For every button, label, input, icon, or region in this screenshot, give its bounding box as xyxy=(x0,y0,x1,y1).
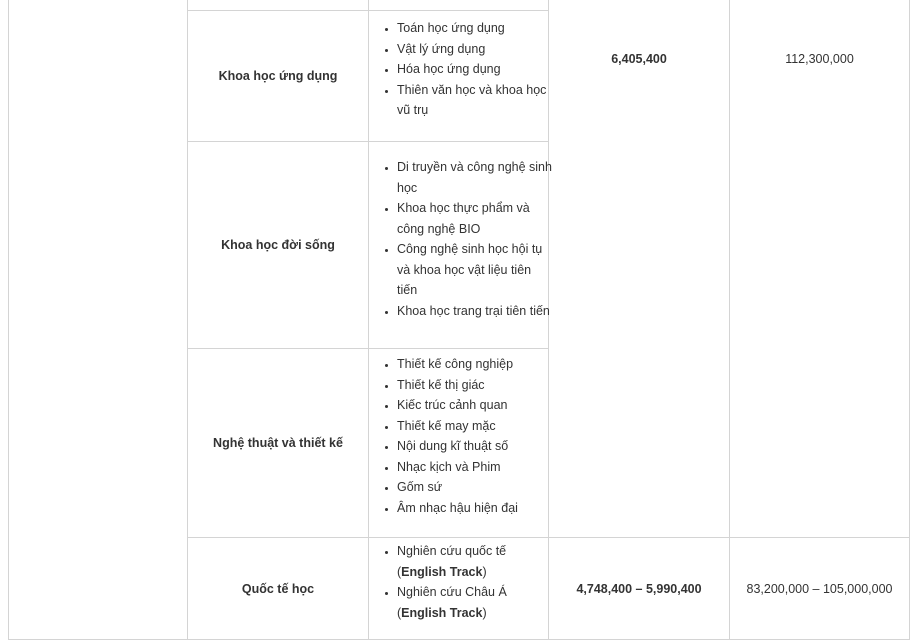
track-label: English Track xyxy=(401,605,483,620)
list-item: • Công nghệ sinh học hội tụ và khoa học vật liệu tiên tiến xyxy=(397,239,553,301)
tuition-cell xyxy=(730,538,909,639)
list-item: • Khoa học trang trại tiên tiến xyxy=(397,301,553,322)
major-cell xyxy=(188,538,368,639)
major-name: Nghệ thuật và thiết kế xyxy=(213,436,343,450)
list-item: • Nghiên cứu quốc tế (English Track) xyxy=(397,541,553,582)
tuition-value: 83,200,000 – 105,000,000 xyxy=(746,581,893,596)
major-name: Khoa học đời sống xyxy=(221,238,335,252)
track-label: English Track xyxy=(401,564,483,579)
course-list xyxy=(371,18,553,121)
list-item: • Âm nhạc hậu hiện đại xyxy=(397,498,553,519)
list-item: • Thiết kế thị giác xyxy=(397,375,553,396)
table-border-right xyxy=(909,0,910,640)
course-name: Nghiên cứu quốc tế xyxy=(397,544,507,558)
list-item: • Thiết kế may mặc xyxy=(397,416,553,437)
list-item: • Vật lý ứng dụng xyxy=(397,39,553,60)
tuition-value: 4,748,400 – 5,990,400 xyxy=(576,581,702,596)
major-cell xyxy=(188,11,368,141)
list-item: • Kiếc trúc cảnh quan xyxy=(397,395,553,416)
course-name: Nghiên cứu Châu Á xyxy=(397,585,507,599)
tuition-value: 6,405,400 xyxy=(611,51,667,66)
list-item: • Toán học ứng dụng xyxy=(397,18,553,39)
list-item: • Di truyền và công nghệ sinh học xyxy=(397,157,553,198)
column-divider-2 xyxy=(368,0,369,640)
table-border-bottom xyxy=(8,639,910,640)
major-name: Quốc tế học xyxy=(241,581,315,596)
table-border-left xyxy=(8,0,9,640)
course-list xyxy=(371,354,553,518)
list-item: • Nội dung kĩ thuật số xyxy=(397,436,553,457)
list-item: • Thiết kế công nghiệp xyxy=(397,354,553,375)
list-item: • Hóa học ứng dụng xyxy=(397,59,553,80)
list-item: • Khoa học thực phẩm và công nghệ BIO xyxy=(397,198,553,239)
tuition-value: 112,300,000 xyxy=(785,51,854,66)
tuition-cell xyxy=(549,538,729,639)
list-item: • Nghiên cứu Châu Á (English Track) xyxy=(397,582,553,623)
major-cell xyxy=(188,349,368,537)
list-item: • Thiên văn học và khoa học vũ trụ xyxy=(397,80,553,121)
tuition-cell xyxy=(549,0,729,117)
major-cell xyxy=(188,142,368,348)
major-name: Khoa học ứng dụng xyxy=(218,69,338,83)
course-list xyxy=(371,157,553,321)
course-list xyxy=(371,541,553,623)
tuition-cell xyxy=(730,0,909,117)
list-item: • Nhạc kịch và Phim xyxy=(397,457,553,478)
list-item: • Gốm sứ xyxy=(397,477,553,498)
